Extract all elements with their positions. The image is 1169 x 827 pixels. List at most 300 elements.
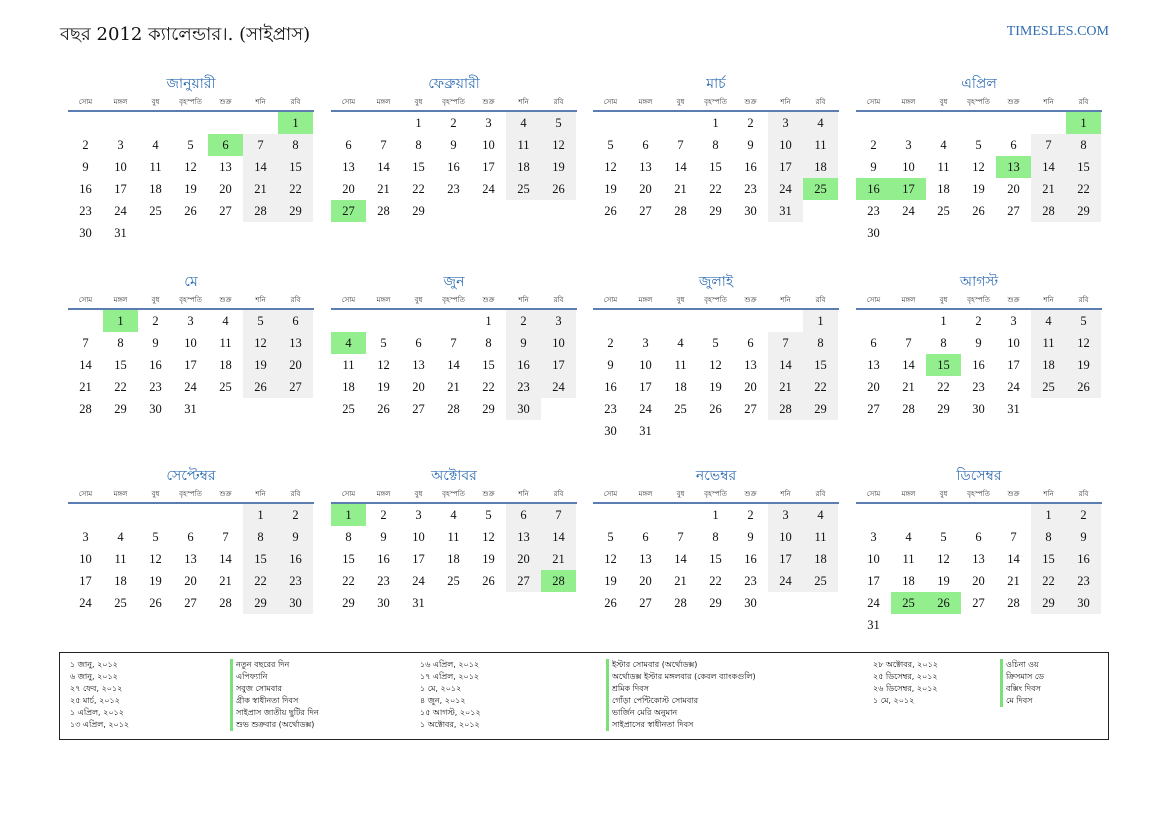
- day-cell: 11: [114, 552, 127, 566]
- day-cell: 6: [415, 336, 422, 350]
- day-cell: 19: [937, 574, 950, 588]
- day-cell: 22: [412, 182, 425, 196]
- day-cell: 20: [639, 574, 652, 588]
- day-cell: 9: [747, 530, 754, 544]
- empty-cell: [138, 112, 173, 134]
- empty-cell: [243, 112, 278, 134]
- empty-cell: [733, 310, 768, 332]
- day-cell: 10: [79, 552, 92, 566]
- holiday-names-column: [606, 659, 756, 731]
- holiday-dates-column: [873, 659, 938, 707]
- day-cell: 20: [972, 574, 985, 588]
- empty-cell: [996, 504, 1031, 526]
- empty-cell: [628, 310, 663, 332]
- day-cell: 3: [905, 138, 912, 152]
- day-cell: 29: [937, 402, 950, 416]
- month-1: [68, 74, 314, 244]
- day-cell: 19: [972, 182, 985, 196]
- day-cell: 25: [1031, 376, 1066, 398]
- day-cell: 3: [187, 314, 194, 328]
- holiday-day-cell: 1: [278, 112, 313, 134]
- day-cell: 17: [768, 548, 803, 570]
- weekday-label: রবি: [815, 490, 826, 498]
- weekday-label: শনি: [255, 490, 266, 498]
- month-4: [856, 74, 1102, 244]
- day-cell: 8: [345, 530, 352, 544]
- day-cell: 16: [79, 182, 92, 196]
- weekday-label: রবি: [1078, 490, 1089, 498]
- day-cell: 16: [744, 160, 757, 174]
- day-cell: 4: [803, 504, 838, 526]
- holiday-name: শুভ শুক্রবার (অর্থোডক্স): [230, 719, 319, 731]
- day-cell: 19: [1066, 354, 1101, 376]
- day-cell: 27: [278, 376, 313, 398]
- day-cell: 21: [243, 178, 278, 200]
- day-cell: 18: [803, 548, 838, 570]
- weekday-header: [856, 486, 1102, 504]
- month-name: মার্চ: [706, 76, 726, 92]
- day-cell: 29: [1031, 592, 1066, 614]
- day-cell: 7: [541, 504, 576, 526]
- empty-cell: [138, 504, 173, 526]
- empty-cell: [996, 112, 1031, 134]
- day-cell: 13: [342, 160, 355, 174]
- day-cell: 2: [506, 310, 541, 332]
- day-cell: 10: [114, 160, 127, 174]
- weekday-label: বৃহস্পতি: [704, 490, 727, 498]
- day-cell: 5: [607, 138, 614, 152]
- holiday-name: সাইপ্রাস জাতীয় ছুটির দিন: [230, 707, 319, 719]
- empty-cell: [103, 112, 138, 134]
- day-cell: 17: [867, 574, 880, 588]
- day-cell: 1: [940, 314, 947, 328]
- day-cell: 24: [768, 570, 803, 592]
- day-cell: 19: [604, 182, 617, 196]
- day-cell: 19: [709, 380, 722, 394]
- weekday-label: বুধ: [414, 98, 423, 106]
- day-cell: 24: [639, 402, 652, 416]
- day-cell: 17: [79, 574, 92, 588]
- day-cell: 21: [768, 376, 803, 398]
- weekday-label: শুক্র: [744, 490, 757, 498]
- day-cell: 29: [412, 204, 425, 218]
- holiday-name: গ্রীক স্বাধীনতা দিবস: [230, 695, 319, 707]
- weekday-label: সোম: [78, 490, 93, 498]
- month-name: জুলাই: [698, 274, 734, 290]
- day-cell: 1: [803, 310, 838, 332]
- day-cell: 27: [639, 204, 652, 218]
- day-cell: 19: [377, 380, 390, 394]
- day-cell: 18: [902, 574, 915, 588]
- month-5: [68, 272, 314, 420]
- day-grid: [331, 112, 577, 222]
- empty-cell: [628, 112, 663, 134]
- day-cell: 3: [415, 508, 422, 522]
- holiday-name: সবুজ সোমবার: [230, 683, 319, 695]
- day-cell: 21: [79, 380, 92, 394]
- day-grid: [856, 310, 1102, 420]
- day-cell: 13: [412, 358, 425, 372]
- day-cell: 2: [82, 138, 89, 152]
- weekday-label: বুধ: [939, 296, 948, 304]
- day-cell: 8: [1066, 134, 1101, 156]
- month-name: মে: [184, 274, 198, 290]
- day-cell: 30: [604, 424, 617, 438]
- weekday-label: মঙ্গল: [638, 490, 653, 498]
- weekday-label: শুক্র: [1007, 98, 1020, 106]
- weekday-label: মঙ্গল: [113, 296, 128, 304]
- month-name: নভেম্বর: [695, 468, 737, 484]
- month-12: [856, 466, 1102, 636]
- day-cell: 10: [482, 138, 495, 152]
- day-cell: 21: [1031, 178, 1066, 200]
- day-cell: 12: [243, 332, 278, 354]
- holiday-date: ২৫ মার্চ, ২০১২: [70, 696, 120, 705]
- holiday-day-cell: 16: [856, 178, 891, 200]
- empty-cell: [961, 112, 996, 134]
- day-cell: 14: [377, 160, 390, 174]
- holiday-date: ১৩ এপ্রিল, ২০১২: [70, 720, 130, 729]
- day-cell: 22: [709, 182, 722, 196]
- month-name: ফেব্রুয়ারী: [428, 76, 480, 92]
- empty-cell: [436, 310, 471, 332]
- day-cell: 13: [744, 358, 757, 372]
- holiday-date: ৪ জুন, ২০১২: [420, 696, 466, 705]
- empty-cell: [593, 112, 628, 134]
- day-cell: 7: [768, 332, 803, 354]
- day-cell: 25: [342, 402, 355, 416]
- day-cell: 11: [219, 336, 232, 350]
- day-cell: 29: [803, 398, 838, 420]
- weekday-header: [68, 292, 314, 310]
- empty-cell: [663, 112, 698, 134]
- weekday-label: শনি: [518, 296, 529, 304]
- holiday-day-cell: 28: [541, 570, 576, 592]
- holiday-name: ওচিনা ওয়: [1000, 659, 1044, 671]
- weekday-label: মঙ্গল: [638, 296, 653, 304]
- brand-link[interactable]: TIMESLES.COM: [1006, 24, 1109, 39]
- month-name: আগস্ট: [959, 274, 999, 290]
- weekday-label: শনি: [1043, 98, 1054, 106]
- weekday-label: বুধ: [414, 296, 423, 304]
- weekday-label: শুক্র: [219, 296, 232, 304]
- day-cell: 30: [1066, 592, 1101, 614]
- holiday-name: গোঁড়া পেন্টিকোস্ট সোমবার: [606, 695, 756, 707]
- day-cell: 9: [975, 336, 982, 350]
- weekday-label: সোম: [341, 296, 356, 304]
- weekday-label: বুধ: [151, 296, 160, 304]
- day-cell: 5: [712, 336, 719, 350]
- day-cell: 28: [1031, 200, 1066, 222]
- month-6: [331, 272, 577, 420]
- day-cell: 17: [482, 160, 495, 174]
- weekday-label: বৃহস্পতি: [179, 98, 202, 106]
- day-cell: 18: [937, 182, 950, 196]
- day-cell: 9: [450, 138, 457, 152]
- day-cell: 14: [1007, 552, 1020, 566]
- day-cell: 14: [902, 358, 915, 372]
- weekday-label: বৃহস্পতি: [179, 490, 202, 498]
- empty-cell: [628, 504, 663, 526]
- holiday-date: ২৮ অক্টোবর, ২০১২: [873, 660, 938, 669]
- day-cell: 21: [674, 574, 687, 588]
- day-cell: 14: [768, 354, 803, 376]
- day-cell: 3: [485, 116, 492, 130]
- day-cell: 9: [380, 530, 387, 544]
- holiday-name: ভার্জিন মেরি অনুমান: [606, 707, 756, 719]
- day-cell: 23: [79, 204, 92, 218]
- day-cell: 7: [243, 134, 278, 156]
- empty-cell: [961, 504, 996, 526]
- month-11: [593, 466, 839, 614]
- empty-cell: [366, 112, 401, 134]
- day-cell: 30: [79, 226, 92, 240]
- holiday-day-cell: 26: [926, 592, 961, 614]
- month-name: অক্টোবর: [431, 468, 477, 484]
- weekday-label: শনি: [255, 296, 266, 304]
- day-cell: 22: [482, 380, 495, 394]
- holiday-date: ১ অক্টোবর, ২০১২: [420, 720, 480, 729]
- day-cell: 22: [1031, 570, 1066, 592]
- day-cell: 6: [187, 530, 194, 544]
- page-title: বছর 2012 ক্যালেন্ডার।. (সাইপ্রাস): [60, 24, 311, 45]
- weekday-label: বৃহস্পতি: [442, 490, 465, 498]
- day-cell: 9: [607, 358, 614, 372]
- day-cell: 20: [184, 574, 197, 588]
- day-grid: [856, 112, 1102, 244]
- weekday-label: বুধ: [151, 98, 160, 106]
- day-cell: 18: [1031, 354, 1066, 376]
- day-cell: 5: [243, 310, 278, 332]
- day-cell: 12: [1066, 332, 1101, 354]
- day-cell: 22: [803, 376, 838, 398]
- day-cell: 5: [187, 138, 194, 152]
- day-cell: 8: [1031, 526, 1066, 548]
- day-cell: 25: [149, 204, 162, 218]
- day-cell: 14: [243, 156, 278, 178]
- empty-cell: [663, 504, 698, 526]
- weekday-label: সোম: [603, 490, 618, 498]
- day-cell: 28: [902, 402, 915, 416]
- day-cell: 7: [1010, 530, 1017, 544]
- day-cell: 27: [1007, 204, 1020, 218]
- empty-cell: [173, 112, 208, 134]
- weekday-label: মঙ্গল: [113, 98, 128, 106]
- holiday-date: ৬ জানু, ২০১২: [70, 672, 118, 681]
- holiday-name: বক্সিং দিবস: [1000, 683, 1044, 695]
- day-cell: 5: [1066, 310, 1101, 332]
- holiday-name: অর্থোডক্স ইস্টার মঙ্গলবার (কেবল ব্যাংকগুলি): [606, 671, 756, 683]
- day-cell: 20: [506, 548, 541, 570]
- day-cell: 9: [1066, 526, 1101, 548]
- day-cell: 31: [412, 596, 425, 610]
- holiday-name: শ্রমিক দিবস: [606, 683, 756, 695]
- day-cell: 20: [639, 182, 652, 196]
- day-cell: 27: [639, 596, 652, 610]
- day-cell: 23: [447, 182, 460, 196]
- holiday-day-cell: 1: [331, 504, 366, 526]
- day-cell: 1: [415, 116, 422, 130]
- weekday-label: শনি: [780, 490, 791, 498]
- day-cell: 24: [482, 182, 495, 196]
- day-cell: 30: [377, 596, 390, 610]
- day-cell: 4: [152, 138, 159, 152]
- day-cell: 26: [709, 402, 722, 416]
- weekday-label: সোম: [78, 98, 93, 106]
- day-cell: 27: [506, 570, 541, 592]
- empty-cell: [68, 504, 103, 526]
- day-cell: 15: [482, 358, 495, 372]
- weekday-label: সোম: [866, 490, 881, 498]
- day-cell: 9: [506, 332, 541, 354]
- weekday-label: রবি: [1078, 98, 1089, 106]
- weekday-label: বুধ: [939, 490, 948, 498]
- holiday-date: ১ মে, ২০১২: [873, 696, 915, 705]
- weekday-label: বুধ: [151, 490, 160, 498]
- empty-cell: [891, 310, 926, 332]
- day-cell: 7: [677, 138, 684, 152]
- holiday-date: ১ এপ্রিল, ২০১২: [70, 708, 124, 717]
- day-cell: 19: [243, 354, 278, 376]
- day-cell: 22: [709, 574, 722, 588]
- day-cell: 24: [1007, 380, 1020, 394]
- day-cell: 23: [604, 402, 617, 416]
- weekday-label: রবি: [553, 98, 564, 106]
- weekday-header: [856, 94, 1102, 112]
- holiday-date: ১৫ আগস্ট, ২০১২: [420, 708, 481, 717]
- day-cell: 31: [867, 618, 880, 632]
- day-cell: 9: [278, 526, 313, 548]
- day-cell: 26: [482, 574, 495, 588]
- day-cell: 13: [278, 332, 313, 354]
- day-cell: 10: [768, 526, 803, 548]
- holiday-name: ইস্টার সোমবার (অর্থোডক্স): [606, 659, 756, 671]
- empty-cell: [173, 504, 208, 526]
- day-cell: 11: [1031, 332, 1066, 354]
- day-cell: 16: [604, 380, 617, 394]
- day-cell: 26: [243, 376, 278, 398]
- day-cell: 9: [82, 160, 89, 174]
- day-cell: 25: [674, 402, 687, 416]
- empty-cell: [208, 112, 243, 134]
- day-cell: 18: [114, 574, 127, 588]
- month-2: [331, 74, 577, 222]
- day-grid: [593, 310, 839, 442]
- day-cell: 21: [674, 182, 687, 196]
- day-cell: 19: [541, 156, 576, 178]
- weekday-header: [331, 486, 577, 504]
- day-cell: 18: [342, 380, 355, 394]
- empty-cell: [331, 310, 366, 332]
- day-cell: 13: [867, 358, 880, 372]
- day-cell: 15: [412, 160, 425, 174]
- weekday-label: শুক্র: [1007, 490, 1020, 498]
- day-cell: 4: [803, 112, 838, 134]
- day-cell: 24: [184, 380, 197, 394]
- holiday-day-cell: 15: [926, 354, 961, 376]
- day-cell: 8: [243, 526, 278, 548]
- day-cell: 18: [219, 358, 232, 372]
- holiday-name: নতুন বছরের দিন: [230, 659, 319, 671]
- empty-cell: [331, 112, 366, 134]
- weekday-label: রবি: [553, 296, 564, 304]
- day-cell: 23: [744, 182, 757, 196]
- holiday-day-cell: 17: [891, 178, 926, 200]
- day-cell: 21: [219, 574, 232, 588]
- day-cell: 29: [278, 200, 313, 222]
- holiday-date: ২৭ ফেব, ২০১২: [70, 684, 123, 693]
- empty-cell: [891, 504, 926, 526]
- day-cell: 4: [940, 138, 947, 152]
- weekday-label: রবি: [815, 296, 826, 304]
- empty-cell: [366, 310, 401, 332]
- day-cell: 10: [902, 160, 915, 174]
- weekday-label: সোম: [866, 296, 881, 304]
- day-cell: 13: [972, 552, 985, 566]
- weekday-label: সোম: [341, 490, 356, 498]
- day-cell: 11: [674, 358, 687, 372]
- holiday-day-cell: 25: [803, 178, 838, 200]
- weekday-label: বৃহস্পতি: [967, 98, 990, 106]
- holiday-day-cell: 4: [331, 332, 366, 354]
- day-cell: 10: [412, 530, 425, 544]
- day-cell: 16: [278, 548, 313, 570]
- day-cell: 25: [937, 204, 950, 218]
- empty-cell: [856, 112, 891, 134]
- day-cell: 20: [744, 380, 757, 394]
- day-cell: 13: [639, 160, 652, 174]
- day-cell: 14: [674, 160, 687, 174]
- day-cell: 12: [709, 358, 722, 372]
- holiday-list: [59, 652, 1109, 740]
- day-cell: 25: [803, 570, 838, 592]
- weekday-header: [68, 94, 314, 112]
- day-cell: 7: [450, 336, 457, 350]
- day-cell: 2: [380, 508, 387, 522]
- day-cell: 8: [278, 134, 313, 156]
- weekday-header: [331, 292, 577, 310]
- day-cell: 4: [506, 112, 541, 134]
- day-cell: 28: [79, 402, 92, 416]
- day-cell: 11: [803, 526, 838, 548]
- empty-cell: [1031, 112, 1066, 134]
- day-cell: 19: [604, 574, 617, 588]
- day-cell: 22: [342, 574, 355, 588]
- day-cell: 8: [712, 138, 719, 152]
- day-cell: 24: [902, 204, 915, 218]
- day-cell: 30: [278, 592, 313, 614]
- day-cell: 14: [79, 358, 92, 372]
- day-cell: 17: [639, 380, 652, 394]
- day-cell: 24: [867, 596, 880, 610]
- day-cell: 20: [412, 380, 425, 394]
- day-cell: 13: [219, 160, 232, 174]
- day-cell: 2: [747, 508, 754, 522]
- empty-cell: [68, 112, 103, 134]
- day-cell: 21: [447, 380, 460, 394]
- day-cell: 28: [674, 204, 687, 218]
- day-cell: 22: [937, 380, 950, 394]
- day-cell: 17: [114, 182, 127, 196]
- day-cell: 2: [152, 314, 159, 328]
- day-cell: 18: [803, 156, 838, 178]
- holiday-date: ১ জানু, ২০১২: [70, 660, 118, 669]
- day-cell: 21: [902, 380, 915, 394]
- day-cell: 2: [747, 116, 754, 130]
- day-cell: 14: [219, 552, 232, 566]
- weekday-label: মঙ্গল: [638, 98, 653, 106]
- day-grid: [331, 310, 577, 420]
